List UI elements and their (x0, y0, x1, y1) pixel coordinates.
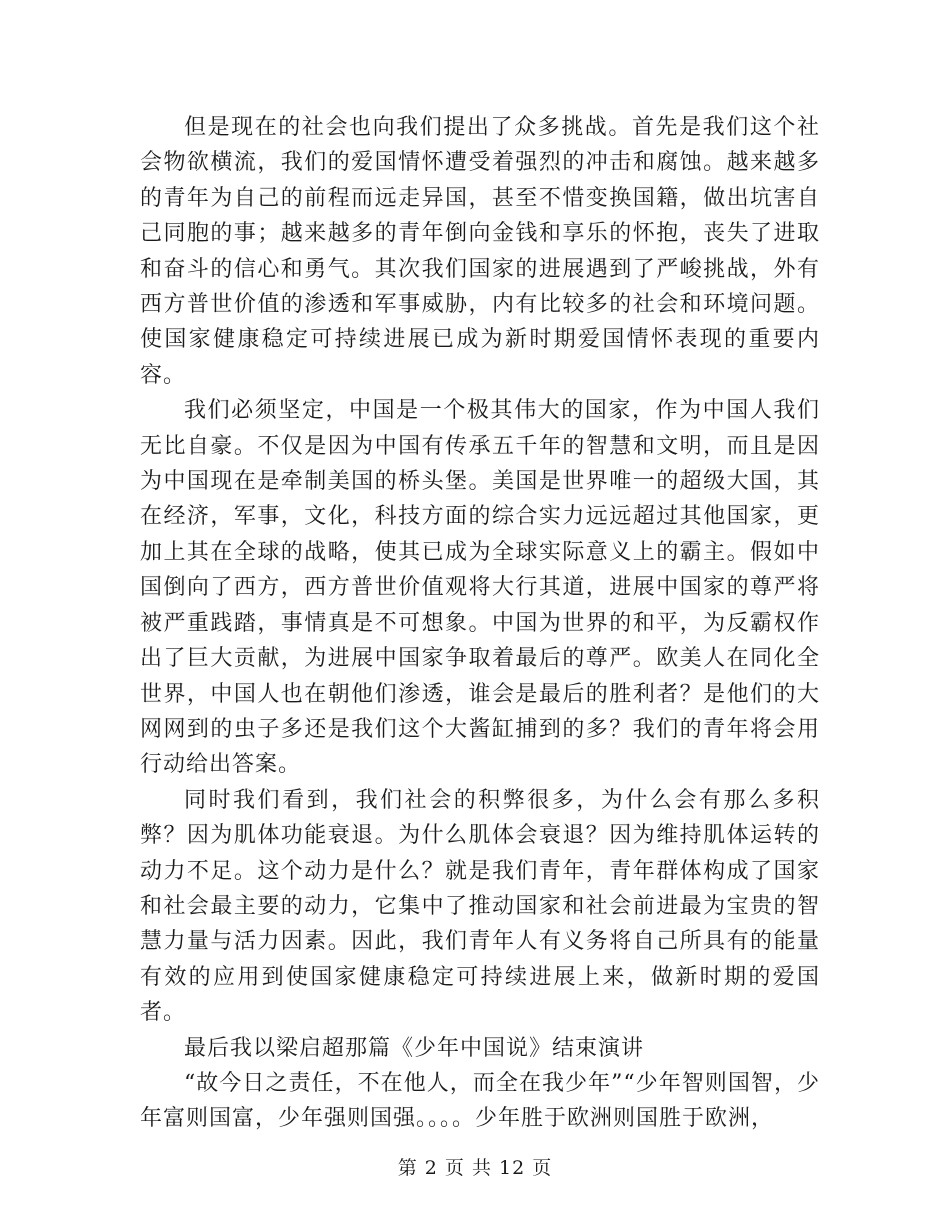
document-body (140, 110, 820, 1137)
paragraph-youth-duty: 同时我们看到，我们社会的积弊很多，为什么会有那么多积弊？因为肌体功能衰退。为什么肌体会衰退？因为维持肌体运转的动力不足。这个动力是什么？就是我们青年，青年群体构成了国家和社会最主要的动力，它集中了推动国家和社会前进最为宝贵的智慧力量与活力因素。因此，我们青年人有义务将自己所具有的能量有效的应用到使国家健康稳定可持续进展上来，做新时期的爱国者。 (140, 787, 820, 1026)
paragraph-challenges: 但是现在的社会也向我们提出了众多挑战。首先是我们这个社会物欲横流，我们的爱国情怀遭受着强烈的冲击和腐蚀。越来越多的青年为自己的前程而远走异国，甚至不惜变换国籍，做出坑害自己同胞的事；越来越多的青年倒向金钱和享乐的怀抱，丧失了进取和奋斗的信心和勇气。其次我们国家的进展遇到了严峻挑战，外有西方普世价值的渗透和军事威胁，内有比较多的社会和环境问题。使国家健康稳定可持续进展已成为新时期爱国情怀表现的重要内容。 (140, 115, 820, 388)
paragraph-closing-intro: 最后我以梁启超那篇《少年中国说》结束演讲 (184, 1035, 645, 1061)
paragraph-quote: “故今日之责任，不在他人，而全在我少年”“少年智则国智，少年富则国富，少年强则国强。。。。少年胜于欧洲则国胜于欧洲， (140, 1070, 820, 1132)
page-number-footer: 第 2 页 共 12 页 (397, 1157, 553, 1179)
paragraph-china-greatness: 我们必须坚定，中国是一个极其伟大的国家，作为中国人我们无比自豪。不仅是因为中国有传承五千年的智慧和文明，而且是因为中国现在是牵制美国的桥头堡。美国是世界唯一的超级大国，其在经济，军事，文化，科技方面的综合实力远远超过其他国家，更加上其在全球的战略，使其已成为全球实际意义上的霸主。假如中国倒向了西方，西方普世价值观将大行其道，进展中国家的尊严将被严重践踏，事情真是不可想象。中国为世界的和平，为反霸权作出了巨大贡献，为进展中国家争取着最后的尊严。欧美人在同化全世界，中国人也在朝他们渗透，谁会是最后的胜利者？是他们的大网网到的虫子多还是我们这个大酱缸捕到的多？我们的青年将会用行动给出答案。 (140, 398, 820, 778)
